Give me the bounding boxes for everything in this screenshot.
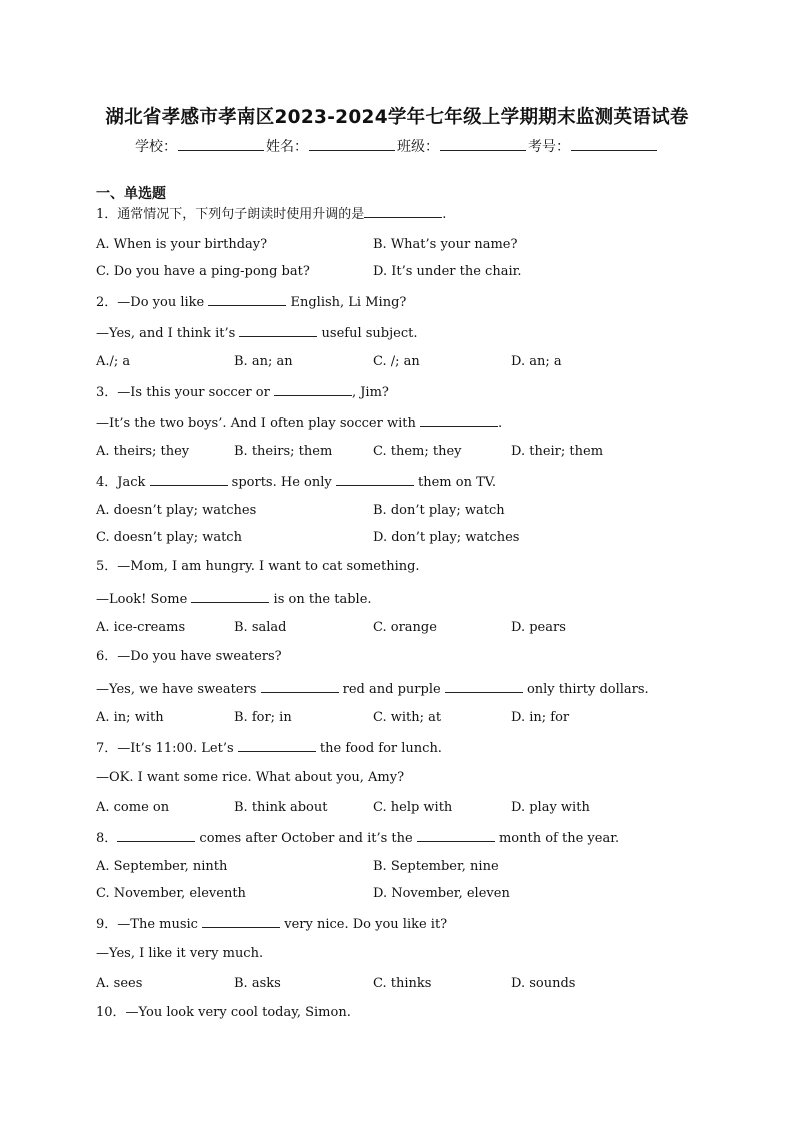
- question-7-line-1: 7．—It’s 11:00. Let’s the food for lunch.: [96, 738, 442, 758]
- student-info-line: [0, 136, 794, 156]
- q1-option-a: A. When is your birthday?: [96, 237, 268, 252]
- q9-option-a: A. sees: [96, 976, 143, 991]
- answer-blank: [150, 472, 228, 486]
- question-1: [96, 204, 446, 224]
- q7-option-c: C. help with: [373, 800, 453, 815]
- q2-option-a: A./; a: [96, 354, 131, 369]
- question-number: 1．: [96, 207, 118, 222]
- number-label: 考号：: [528, 139, 570, 155]
- question-2-line-2: —Yes, and I think it’s useful subject.: [96, 323, 417, 343]
- question-3-line-2: —It’s the two boys’. And I often play soccer with .: [96, 413, 502, 433]
- q2-option-b: B. an; an: [234, 354, 293, 369]
- answer-blank: [202, 914, 280, 928]
- q7-option-d: D. play with: [511, 800, 590, 815]
- answer-blank: [274, 382, 352, 396]
- answer-blank: [336, 472, 414, 486]
- question-6-line-1: 6．—Do you have sweaters?: [96, 649, 282, 664]
- answer-blank: [117, 828, 195, 842]
- question-4-line-1: 4．Jack sports. He only them on TV.: [96, 472, 496, 492]
- number-blank[interactable]: [571, 136, 657, 151]
- answer-blank: [239, 323, 317, 337]
- q9-option-d: D. sounds: [511, 976, 576, 991]
- q8-option-d: D. November, eleven: [373, 886, 510, 901]
- question-text: 通常情况下，下列句子朗读时使用升调的是: [117, 207, 365, 222]
- section-heading: 一、单选题: [96, 186, 166, 202]
- q2-option-c: C. /; an: [373, 354, 420, 369]
- question-3-line-1: 3．—Is this your soccer or , Jim?: [96, 382, 389, 402]
- q6-option-c: C. with; at: [373, 710, 442, 725]
- q7-option-a: A. come on: [96, 800, 170, 815]
- q3-option-d: D. their; them: [511, 444, 604, 459]
- q5-option-c: C. orange: [373, 620, 437, 635]
- q6-option-a: A. in; with: [96, 710, 164, 725]
- school-label: 学校：: [135, 139, 177, 155]
- answer-blank: [191, 589, 269, 603]
- q3-option-b: B. theirs; them: [234, 444, 333, 459]
- answer-blank: [420, 413, 498, 427]
- q5-option-b: B. salad: [234, 620, 287, 635]
- answer-blank: [445, 679, 523, 693]
- question-end: .: [442, 207, 447, 222]
- q5-option-d: D. pears: [511, 620, 566, 635]
- page-title: 湖北省孝感市孝南区2023-2024学年七年级上学期期末监测英语试卷: [105, 107, 689, 128]
- q4-option-b: B. don’t play; watch: [373, 503, 505, 518]
- q3-option-a: A. theirs; they: [96, 444, 190, 459]
- question-7-line-2: —OK. I want some rice. What about you, Amy?: [96, 770, 405, 785]
- class-blank[interactable]: [440, 136, 526, 151]
- q6-option-b: B. for; in: [234, 710, 292, 725]
- answer-blank: [417, 828, 495, 842]
- q4-option-d: D. don’t play; watches: [373, 530, 520, 545]
- question-8-line-1: 8． comes after October and it’s the month of the year.: [96, 828, 619, 848]
- q1-option-b: B. What’s your name?: [373, 237, 518, 252]
- name-blank[interactable]: [309, 136, 395, 151]
- q8-option-c: C. November, eleventh: [96, 886, 246, 901]
- school-blank[interactable]: [178, 136, 264, 151]
- question-5-line-1: 5．—Mom, I am hungry. I want to cat something.: [96, 559, 420, 574]
- question-5-line-2: —Look! Some is on the table.: [96, 589, 372, 609]
- q7-option-b: B. think about: [234, 800, 328, 815]
- answer-blank: [238, 738, 316, 752]
- answer-blank: [208, 292, 286, 306]
- q6-option-d: D. in; for: [511, 710, 570, 725]
- name-label: 姓名：: [266, 139, 308, 155]
- q2-option-d: D. an; a: [511, 354, 562, 369]
- q8-option-a: A. September, ninth: [96, 859, 228, 874]
- q4-option-a: A. doesn’t play; watches: [96, 503, 257, 518]
- q4-option-c: C. doesn’t play; watch: [96, 530, 242, 545]
- class-label: 班级：: [397, 139, 439, 155]
- answer-blank: [364, 204, 442, 218]
- q9-option-c: C. thinks: [373, 976, 432, 991]
- q3-option-c: C. them; they: [373, 444, 462, 459]
- question-9-line-1: 9．—The music very nice. Do you like it?: [96, 914, 447, 934]
- q5-option-a: A. ice-creams: [96, 620, 186, 635]
- answer-blank: [261, 679, 339, 693]
- question-6-line-2: —Yes, we have sweaters red and purple only thirty dollars.: [96, 679, 649, 699]
- question-9-line-2: —Yes, I like it very much.: [96, 946, 264, 961]
- q8-option-b: B. September, nine: [373, 859, 499, 874]
- q1-option-d: D. It’s under the chair.: [373, 264, 522, 279]
- question-10-line-1: 10．—You look very cool today, Simon.: [96, 1005, 351, 1020]
- q9-option-b: B. asks: [234, 976, 281, 991]
- q1-option-c: C. Do you have a ping-pong bat?: [96, 264, 310, 279]
- question-2-line-1: 2．—Do you like English, Li Ming?: [96, 292, 406, 312]
